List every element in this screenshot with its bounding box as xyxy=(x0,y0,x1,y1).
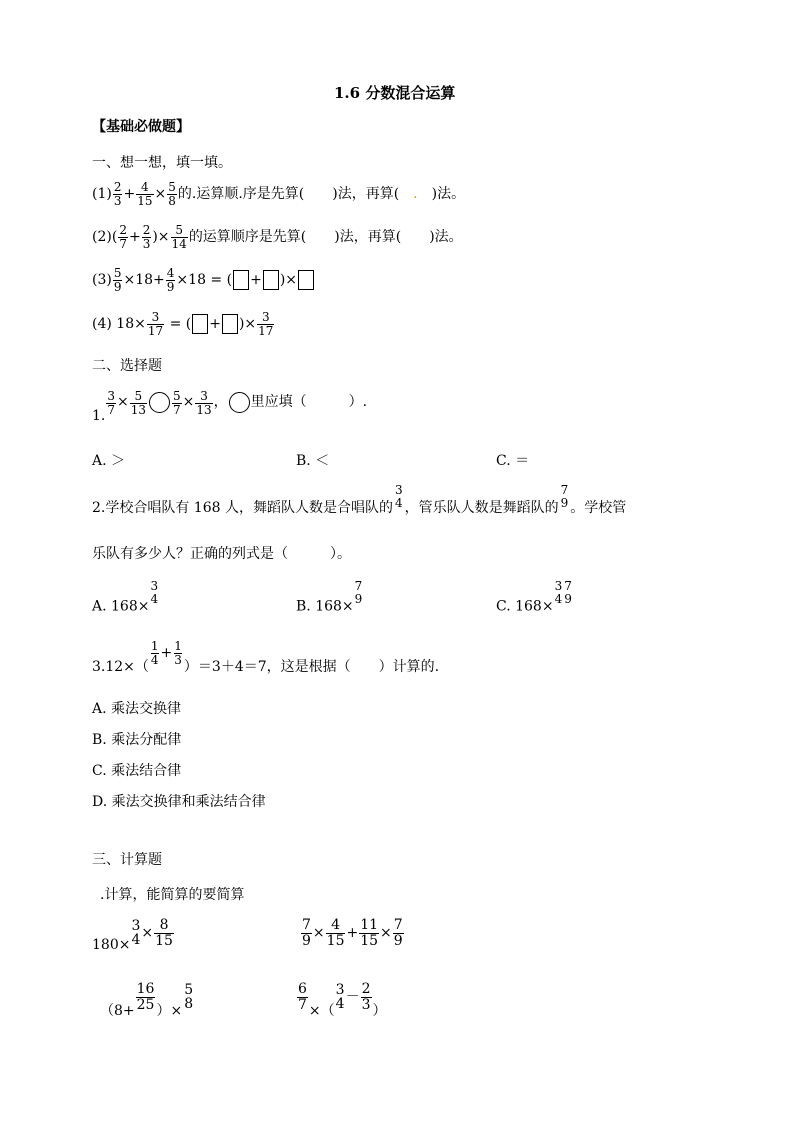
fraction: $\frac{8}{15}$ xyxy=(155,917,173,949)
fraction: $\frac{3}{13}$ xyxy=(196,389,212,417)
answer-box[interactable] xyxy=(192,314,208,334)
fraction: $\frac{3}{17}$ xyxy=(147,310,164,338)
fraction: 7 9 xyxy=(564,579,572,606)
compare-circle[interactable] xyxy=(149,392,170,413)
part1-q3: (3) $\frac{5}{9}$ ×18+ $\frac{4}{9}$ ×18 = ( + )× xyxy=(92,267,315,293)
fraction: 3 4 xyxy=(554,579,563,606)
fraction: $\frac{5}{7}$ xyxy=(173,389,181,417)
fraction: 3 4 xyxy=(394,483,403,510)
fraction: $\frac{4}{15}$ xyxy=(326,917,345,949)
section-basic-heading: 【基础必做题】 xyxy=(92,119,190,135)
fraction: 5 8 xyxy=(184,981,194,1013)
fraction: 3 4 xyxy=(335,981,345,1013)
fraction: 7 9 xyxy=(560,483,569,510)
option-c[interactable]: C. ＝ xyxy=(496,453,530,469)
option-a[interactable]: A. ＞ xyxy=(92,453,126,469)
fraction: $\frac{2}{3}$ xyxy=(361,981,371,1013)
answer-box[interactable] xyxy=(222,314,238,334)
fraction: $\frac{4}{9}$ xyxy=(166,266,175,294)
fraction: $\frac{5}{9}$ xyxy=(113,266,122,294)
calc-expression-2: $\frac{7}{9}$ × $\frac{4}{15}$ + $\frac{11}{15}$ × $\frac{7}{9}$ xyxy=(302,917,403,949)
part2-q3-option-c[interactable]: C. 乘法结合律 xyxy=(92,763,182,779)
fraction: $\frac{4}{15}$ xyxy=(137,180,153,208)
fraction: 3 4 xyxy=(150,579,159,606)
answer-box[interactable] xyxy=(233,270,249,290)
option-b[interactable]: B. ＜ xyxy=(296,453,330,469)
fraction: $\frac{1}{3}$ xyxy=(174,639,182,667)
fraction: $\frac{5}{14}$ xyxy=(171,223,187,251)
part3-heading: 三、计算题 xyxy=(92,852,162,868)
dot-mark: . xyxy=(413,186,418,203)
calc-expression-3: （8+ $\frac{16}{25}$ ）× 5 8 xyxy=(100,981,194,1020)
answer-box[interactable] xyxy=(263,270,279,290)
part1-q4: (4) 18× $\frac{3}{17}$ = ( + )× $\frac{3}{17}$ xyxy=(92,310,274,338)
part2-q2-line2: 乐队有多少人？正确的列式是（ ）。 xyxy=(92,546,351,562)
part1-q1: (1) $\frac{2}{3}$ + $\frac{4}{15}$ × $\frac{5}{8}$ 的.运算顺.序是先算( )法，再算( . )法。 xyxy=(92,180,466,208)
part2-q1: 1. $\frac{3}{7}$ × $\frac{5}{13}$ $\frac{5}{7}$ × $\frac{3}{13}$ ， 里应填（ ）. xyxy=(92,389,368,424)
part2-heading: 二、选择题 xyxy=(92,358,162,374)
fraction: $\frac{3}{17}$ xyxy=(258,310,274,338)
page-title: 1.6 分数混合运算 xyxy=(334,84,456,102)
part2-q3-option-d[interactable]: D. 乘法交换律和乘法结合律 xyxy=(92,794,266,810)
fraction: $\frac{11}{15}$ xyxy=(360,917,379,949)
fraction: $\frac{7}{9}$ xyxy=(393,917,403,949)
fraction: $\frac{16}{25}$ xyxy=(136,981,155,1013)
compare-circle xyxy=(229,392,250,413)
answer-box[interactable] xyxy=(298,270,314,290)
part2-q3-option-b[interactable]: B. 乘法分配律 xyxy=(92,732,182,748)
fraction: $\frac{7}{9}$ xyxy=(302,917,311,949)
part1-heading: 一、想一想，填一填。 xyxy=(92,155,232,171)
fraction: $\frac{5}{13}$ xyxy=(130,389,147,417)
part2-q3-option-a[interactable]: A. 乘法交换律 xyxy=(92,701,182,717)
fraction: $\frac{1}{4}$ xyxy=(150,639,159,667)
fraction: 7 9 xyxy=(354,579,363,606)
fraction: $\frac{2}{3}$ xyxy=(113,180,122,208)
part2-q2-option-c[interactable]: C. 168× 3 4 7 9 xyxy=(496,579,572,615)
calc-expression-4: $\frac{6}{7}$ ×（ 3 4 － $\frac{2}{3}$ ） xyxy=(298,981,387,1020)
fraction: 3 4 xyxy=(131,917,141,949)
part2-q2-option-b[interactable]: B. 168× 7 9 xyxy=(296,579,363,615)
part3-instruction: .计算，能简算的要简算 xyxy=(100,887,245,903)
part2-q2-option-a[interactable]: A. 168× 3 4 xyxy=(92,579,159,615)
calc-expression-1: 180× 3 4 × $\frac{8}{15}$ xyxy=(92,917,173,954)
part2-q2: 2.学校合唱队有 168 人，舞蹈队人数是合唱队的 3 4 ，管乐队人数是舞蹈队的 7 9 。学校管 xyxy=(92,483,627,516)
fraction: $\frac{2}{3}$ xyxy=(142,223,151,251)
fraction: $\frac{2}{7}$ xyxy=(119,223,127,251)
fraction: $\frac{3}{7}$ xyxy=(107,389,115,417)
part1-q2: (2)( $\frac{2}{7}$ + $\frac{2}{3}$ )× $\frac{5}{14}$ 的运算顺序是先算( )法，再算( )法。 xyxy=(92,223,463,251)
part2-q3: 3.12×（ $\frac{1}{4}$ + $\frac{1}{3}$ ）＝3＋4＝7，这是根据（ ）计算的. xyxy=(92,639,440,676)
fraction: $\frac{5}{8}$ xyxy=(168,180,176,208)
fraction: $\frac{6}{7}$ xyxy=(298,981,307,1013)
